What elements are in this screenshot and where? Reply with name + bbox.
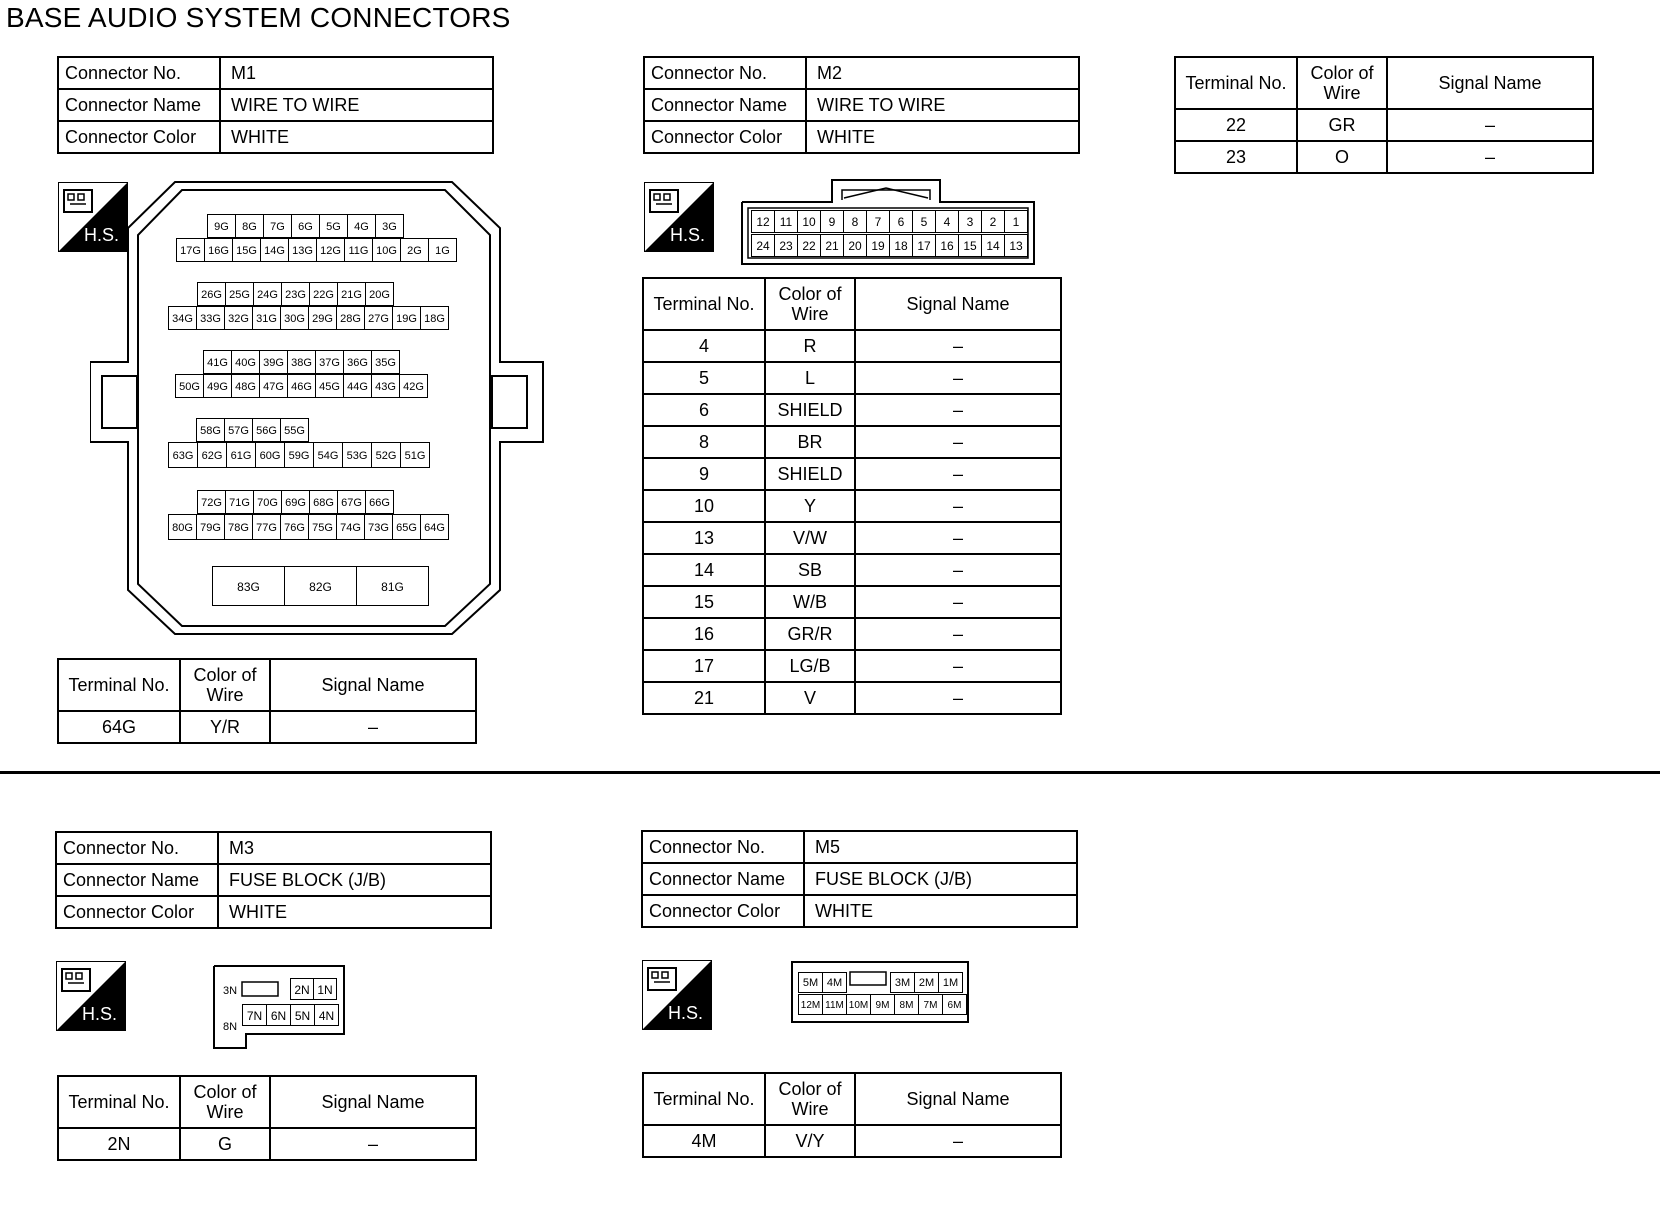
signal-cell: – (855, 362, 1061, 394)
terminal-cell: 13 (643, 522, 765, 554)
wire-color-cell: BR (765, 426, 855, 458)
pin-cavity: 25G (225, 282, 254, 306)
label-connector-name: Connector Name (56, 864, 218, 896)
pin-cavity: 39G (259, 350, 288, 374)
pin-cavity: 12 (751, 210, 775, 233)
terminal-cell: 2N (58, 1128, 180, 1160)
wire-color-cell: V/W (765, 522, 855, 554)
table-row (643, 554, 1061, 586)
m5-connector-color: WHITE (804, 895, 1077, 927)
pin-cavity: 14 (981, 234, 1005, 257)
hdr-terminal-no: Terminal No. (643, 278, 765, 330)
pin-cavity: 78G (224, 514, 253, 540)
signal-cell: – (855, 554, 1061, 586)
wire-color-cell: Y/R (180, 711, 270, 743)
pin-cavity: 1G (428, 238, 457, 262)
pin-cavity: 11G (344, 238, 373, 262)
pin-cavity: 3 (958, 210, 982, 233)
pin-cavity: 50G (175, 374, 204, 398)
m5-terminal-table (642, 1072, 1062, 1158)
wire-color-cell: GR (1297, 109, 1387, 141)
signal-cell: – (855, 458, 1061, 490)
table-row (643, 650, 1061, 682)
signal-cell: – (855, 330, 1061, 362)
hdr-signal-name: Signal Name (1387, 57, 1593, 109)
pin-cavity: 73G (364, 514, 393, 540)
pin-cavity: 1N (313, 978, 337, 1000)
signal-cell: – (855, 650, 1061, 682)
pin-cavity: 9G (207, 214, 236, 238)
pin-cavity: 3N (220, 974, 240, 1008)
wire-color-cell: O (1297, 141, 1387, 173)
pin-cavity: 7G (263, 214, 292, 238)
hdr-signal-name: Signal Name (855, 278, 1061, 330)
m3-connector-no: M3 (218, 832, 491, 864)
table-row (58, 1128, 476, 1160)
pin-cavity: 59G (284, 442, 314, 468)
hdr-signal-name: Signal Name (270, 659, 476, 711)
pin-cavity: 1 (1004, 210, 1028, 233)
label-connector-color: Connector Color (58, 121, 220, 153)
pin-cavity: 36G (343, 350, 372, 374)
harness-side-icon (642, 960, 712, 1030)
signal-cell: – (855, 522, 1061, 554)
hs-label: H.S. (668, 1003, 704, 1023)
hdr-signal-name: Signal Name (855, 1073, 1061, 1125)
pin-cavity: 22G (309, 282, 338, 306)
terminal-cell: 22 (1175, 109, 1297, 141)
pin-cavity: 9 (820, 210, 844, 233)
pin-cavity: 56G (252, 418, 281, 442)
signal-cell: – (855, 490, 1061, 522)
pin-cavity: 1M (938, 972, 963, 993)
signal-cell: – (855, 586, 1061, 618)
terminal-cell: 64G (58, 711, 180, 743)
pin-cavity: 83G (212, 566, 285, 606)
wire-color-cell: V (765, 682, 855, 714)
terminal-cell: 15 (643, 586, 765, 618)
pin-cavity: 68G (309, 490, 338, 514)
wire-color-cell: Y (765, 490, 855, 522)
table-row (643, 362, 1061, 394)
pin-cavity: 21G (337, 282, 366, 306)
pin-cavity: 5 (912, 210, 936, 233)
hdr-color-of-wire: Color of Wire (180, 659, 270, 711)
pin-cavity: 74G (336, 514, 365, 540)
pin-cavity: 6G (291, 214, 320, 238)
wire-color-cell: GR/R (765, 618, 855, 650)
m3-connector-face (212, 964, 347, 1050)
pin-cavity: 14G (260, 238, 289, 262)
table-row (58, 711, 476, 743)
m2-connector-face (740, 178, 1040, 268)
m1-connector-color: WHITE (220, 121, 493, 153)
section-divider (0, 771, 1660, 774)
label-connector-no: Connector No. (56, 832, 218, 864)
signal-cell: – (270, 711, 476, 743)
pin-cavity: 8G (235, 214, 264, 238)
pin-cavity: 20G (365, 282, 394, 306)
pin-cavity: 7M (918, 994, 943, 1015)
m5-info-table (641, 830, 1078, 928)
wire-color-cell: SB (765, 554, 855, 586)
pin-cavity: 22 (797, 234, 821, 257)
pin-cavity: 54G (313, 442, 343, 468)
terminal-cell: 9 (643, 458, 765, 490)
label-connector-no: Connector No. (642, 831, 804, 863)
pin-cavity: 2G (400, 238, 429, 262)
hs-label: H.S. (84, 225, 120, 245)
pin-cavity: 12G (316, 238, 345, 262)
pin-cavity: 7 (866, 210, 890, 233)
pin-cavity: 11M (822, 994, 847, 1015)
label-connector-name: Connector Name (58, 89, 220, 121)
pin-cavity: 18 (889, 234, 913, 257)
pin-cavity: 15G (232, 238, 261, 262)
pin-cavity: 38G (287, 350, 316, 374)
pin-cavity: 70G (253, 490, 282, 514)
table-row (643, 682, 1061, 714)
terminal-cell: 14 (643, 554, 765, 586)
wire-color-cell: V/Y (765, 1125, 855, 1157)
pin-cavity: 30G (280, 306, 309, 330)
pin-cavity: 46G (287, 374, 316, 398)
terminal-cell: 10 (643, 490, 765, 522)
hdr-color-of-wire: Color of Wire (765, 1073, 855, 1125)
pin-cavity: 16G (204, 238, 233, 262)
pin-cavity: 55G (280, 418, 309, 442)
pin-cavity: 29G (308, 306, 337, 330)
pin-cavity: 3M (890, 972, 915, 993)
label-connector-color: Connector Color (644, 121, 806, 153)
pin-cavity: 23G (281, 282, 310, 306)
signal-cell: – (855, 394, 1061, 426)
terminal-cell: 5 (643, 362, 765, 394)
pin-cavity: 11 (774, 210, 798, 233)
pin-cavity: 75G (308, 514, 337, 540)
pin-cavity: 31G (252, 306, 281, 330)
pin-cavity: 5N (290, 1004, 315, 1026)
label-connector-no: Connector No. (644, 57, 806, 89)
pin-cavity: 35G (371, 350, 400, 374)
m2-info-table (643, 56, 1080, 154)
pin-cavity: 10M (846, 994, 871, 1015)
terminal-cell: 16 (643, 618, 765, 650)
pin-cavity: 49G (203, 374, 232, 398)
pin-cavity: 66G (365, 490, 394, 514)
pin-cavity: 13G (288, 238, 317, 262)
m3-connector-name: FUSE BLOCK (J/B) (218, 864, 491, 896)
hdr-signal-name: Signal Name (270, 1076, 476, 1128)
m1-connector-name: WIRE TO WIRE (220, 89, 493, 121)
hs-label: H.S. (670, 225, 706, 245)
pin-cavity: 76G (280, 514, 309, 540)
pin-cavity: 42G (399, 374, 428, 398)
signal-cell: – (855, 618, 1061, 650)
table-row (643, 1125, 1061, 1157)
m2-connector-color: WHITE (806, 121, 1079, 153)
pin-cavity: 24 (751, 234, 775, 257)
harness-side-icon (56, 961, 126, 1031)
wire-color-cell: G (180, 1128, 270, 1160)
table-row (643, 458, 1061, 490)
table-row (1175, 141, 1593, 173)
terminal-cell: 23 (1175, 141, 1297, 173)
wire-color-cell: SHIELD (765, 458, 855, 490)
pin-cavity: 67G (337, 490, 366, 514)
m1-connector-face (90, 180, 550, 635)
pin-cavity: 69G (281, 490, 310, 514)
pin-cavity: 44G (343, 374, 372, 398)
terminal-cell: 4 (643, 330, 765, 362)
pin-cavity: 64G (420, 514, 449, 540)
pin-cavity: 27G (364, 306, 393, 330)
signal-cell: – (855, 426, 1061, 458)
wire-color-cell: SHIELD (765, 394, 855, 426)
hdr-terminal-no: Terminal No. (1175, 57, 1297, 109)
pin-cavity: 6N (266, 1004, 291, 1026)
pin-cavity: 17 (912, 234, 936, 257)
pin-cavity: 16 (935, 234, 959, 257)
table-row (643, 394, 1061, 426)
pin-cavity: 26G (197, 282, 226, 306)
pin-cavity: 5M (798, 972, 823, 993)
pin-cavity: 77G (252, 514, 281, 540)
m1-connector-no: M1 (220, 57, 493, 89)
pin-cavity: 19G (392, 306, 421, 330)
m3-info-table (55, 831, 492, 929)
pin-cavity: 18G (420, 306, 449, 330)
pin-cavity: 33G (196, 306, 225, 330)
pin-cavity: 13 (1004, 234, 1028, 257)
table-row (643, 522, 1061, 554)
pin-cavity: 2N (290, 978, 314, 1000)
label-connector-name: Connector Name (644, 89, 806, 121)
pin-cavity: 45G (315, 374, 344, 398)
wire-color-cell: L (765, 362, 855, 394)
m1-info-table (57, 56, 494, 154)
m2-connector-name: WIRE TO WIRE (806, 89, 1079, 121)
hdr-color-of-wire: Color of Wire (1297, 57, 1387, 109)
pin-cavity: 37G (315, 350, 344, 374)
table-row (643, 330, 1061, 362)
pin-cavity: 51G (400, 442, 430, 468)
table-row (643, 586, 1061, 618)
label-connector-name: Connector Name (642, 863, 804, 895)
hdr-terminal-no: Terminal No. (643, 1073, 765, 1125)
pin-cavity: 47G (259, 374, 288, 398)
pin-cavity: 6M (942, 994, 967, 1015)
pin-cavity: 82G (284, 566, 357, 606)
signal-cell: – (1387, 109, 1593, 141)
pin-cavity: 2M (914, 972, 939, 993)
pin-cavity: 41G (203, 350, 232, 374)
pin-cavity: 21 (820, 234, 844, 257)
pin-cavity: 63G (168, 442, 198, 468)
m3-terminal-table (57, 1075, 477, 1161)
table-row (643, 490, 1061, 522)
pin-cavity: 32G (224, 306, 253, 330)
pin-cavity: 61G (226, 442, 256, 468)
pin-cavity: 6 (889, 210, 913, 233)
table-row (1175, 109, 1593, 141)
hdr-terminal-no: Terminal No. (58, 659, 180, 711)
pin-cavity: 24G (253, 282, 282, 306)
label-connector-no: Connector No. (58, 57, 220, 89)
pin-cavity: 4G (347, 214, 376, 238)
pin-cavity: 5G (319, 214, 348, 238)
pin-cavity: 10 (797, 210, 821, 233)
m2-terminal-table-continued (1174, 56, 1594, 174)
pin-cavity: 17G (176, 238, 205, 262)
harness-side-icon (644, 182, 714, 252)
hdr-color-of-wire: Color of Wire (765, 278, 855, 330)
page-title: BASE AUDIO SYSTEM CONNECTORS (6, 2, 511, 33)
m2-connector-no: M2 (806, 57, 1079, 89)
m5-connector-name: FUSE BLOCK (J/B) (804, 863, 1077, 895)
pin-cavity: 8 (843, 210, 867, 233)
pin-cavity: 19 (866, 234, 890, 257)
signal-cell: – (855, 682, 1061, 714)
pin-cavity: 20 (843, 234, 867, 257)
pin-cavity: 53G (342, 442, 372, 468)
label-connector-color: Connector Color (56, 896, 218, 928)
pin-cavity: 62G (197, 442, 227, 468)
terminal-cell: 4M (643, 1125, 765, 1157)
signal-cell: – (1387, 141, 1593, 173)
pin-cavity: 43G (371, 374, 400, 398)
table-row (643, 426, 1061, 458)
pin-cavity: 40G (231, 350, 260, 374)
wire-color-cell: LG/B (765, 650, 855, 682)
terminal-cell: 17 (643, 650, 765, 682)
pin-cavity: 79G (196, 514, 225, 540)
pin-cavity: 72G (197, 490, 226, 514)
m2-terminal-table (642, 277, 1062, 715)
pin-cavity: 10G (372, 238, 401, 262)
signal-cell: – (855, 1125, 1061, 1157)
pin-cavity: 65G (392, 514, 421, 540)
hdr-terminal-no: Terminal No. (58, 1076, 180, 1128)
pin-cavity: 3G (375, 214, 404, 238)
pin-cavity: 28G (336, 306, 365, 330)
signal-cell: – (270, 1128, 476, 1160)
pin-cavity: 4N (314, 1004, 339, 1026)
pin-cavity: 4 (935, 210, 959, 233)
wire-color-cell: W/B (765, 586, 855, 618)
pin-cavity: 81G (356, 566, 429, 606)
pin-cavity: 8M (894, 994, 919, 1015)
pin-cavity: 58G (196, 418, 225, 442)
pin-cavity: 15 (958, 234, 982, 257)
pin-cavity: 9M (870, 994, 895, 1015)
pin-cavity: 48G (231, 374, 260, 398)
pin-cavity: 23 (774, 234, 798, 257)
terminal-cell: 6 (643, 394, 765, 426)
label-connector-color: Connector Color (642, 895, 804, 927)
hs-label: H.S. (82, 1004, 118, 1024)
terminal-cell: 8 (643, 426, 765, 458)
pin-cavity: 57G (224, 418, 253, 442)
pin-cavity: 52G (371, 442, 401, 468)
pin-cavity: 12M (798, 994, 823, 1015)
m5-connector-face (790, 960, 970, 1024)
pin-cavity: 8N (220, 1010, 240, 1044)
pin-cavity: 7N (242, 1004, 267, 1026)
pin-cavity: 60G (255, 442, 285, 468)
wire-color-cell: R (765, 330, 855, 362)
table-row (643, 618, 1061, 650)
hdr-color-of-wire: Color of Wire (180, 1076, 270, 1128)
pin-cavity: 2 (981, 210, 1005, 233)
terminal-cell: 21 (643, 682, 765, 714)
m3-connector-color: WHITE (218, 896, 491, 928)
pin-cavity: 80G (168, 514, 197, 540)
pin-cavity: 4M (822, 972, 847, 993)
m1-terminal-table (57, 658, 477, 744)
pin-cavity: 71G (225, 490, 254, 514)
m5-connector-no: M5 (804, 831, 1077, 863)
pin-cavity: 34G (168, 306, 197, 330)
